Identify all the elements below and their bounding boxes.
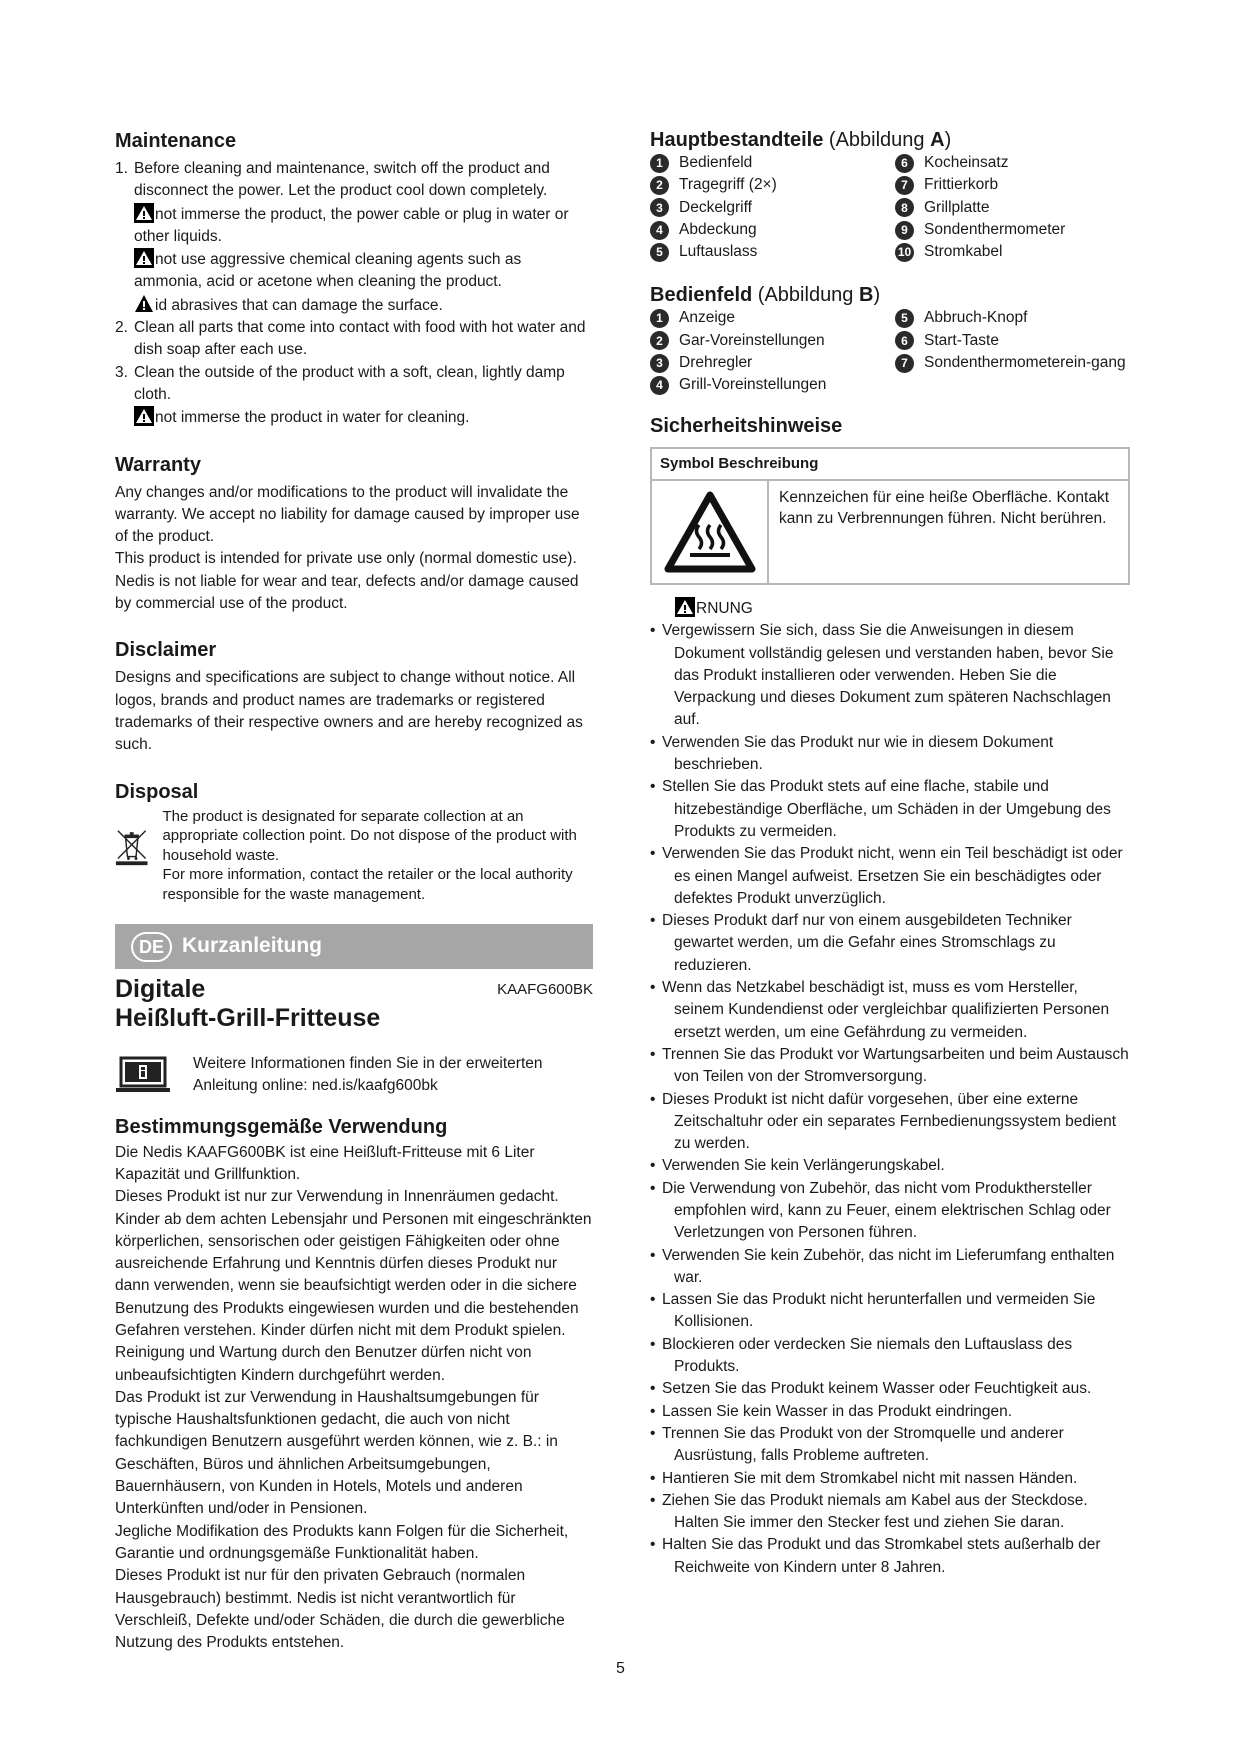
part-number: 1 [650, 154, 669, 173]
list-item-text: • Trennen Sie das Produkt von der Stromquelle und anderer Ausrüstung, falls Probleme auftreten. [662, 1424, 1064, 1465]
list-item [650, 1534, 1130, 1579]
part-label: Sondenthermometer [924, 220, 1066, 238]
list-item-text: • Lassen Sie das Produkt nicht herunterfallen und vermeiden Sie Kollisionen. [662, 1291, 1096, 1331]
list-item-text: • Setzen Sie das Produkt keinem Wasser oder Feuchtigkeit aus. [662, 1380, 1092, 1398]
list-item-text: • Dieses Produkt darf nur von einem ausgebildeten Techniker gewartet werden, um die Gefahr eines Stromschlags zu reduzieren. [662, 912, 1072, 974]
part-label: Stromkabel [924, 243, 1003, 261]
item-text: Clean the outside of the product with a soft, clean, lightly damp cloth. [134, 363, 565, 403]
list-item-text: • Stellen Sie das Produkt stets auf eine flache, stabile und hitzebeständige Oberfläche, um Schäden in der Umgebung des Produkts zu vermeiden. [662, 778, 1111, 840]
warning-text: not immerse the product, the power cable or plug in water or other liquids. [134, 205, 569, 245]
part-label: Abbruch-Knopf [924, 309, 1028, 327]
list-item [650, 1334, 1130, 1379]
warning-note [134, 406, 593, 429]
control-panel-section [650, 283, 1130, 396]
part-number: 5 [895, 309, 914, 328]
part-item [895, 374, 1130, 396]
list-item [650, 620, 1130, 731]
warning-note [134, 203, 593, 249]
part-number: 5 [650, 243, 669, 262]
crossed-out-bin-icon [115, 807, 148, 887]
language-badge: DE [131, 932, 172, 962]
list-item [650, 977, 1130, 1044]
main-parts-title: Hauptbestandteile (Abbildung A) [650, 129, 952, 151]
disclaimer-section [115, 637, 593, 756]
warning-note [134, 294, 593, 317]
intended-use-paragraph: Dieses Produkt ist nur für den privaten Gebrauch (normalen Hausgebrauch) bestimmt. Nedis ist nicht verantwortlich für Verschleiß, Defekte und/oder Schäden, die durch die gewerbliche Nutzung des Produkts entstehen. [115, 1567, 565, 1652]
list-item-text: • Blockieren oder verdecken Sie niemals den Luftauslass des Produkts. [662, 1335, 1073, 1376]
item-text: Before cleaning and maintenance, switch off the product and disconnect the power. Let the product cool down completely. [134, 160, 550, 200]
warning-text: id abrasives that can damage the surface. [155, 296, 443, 314]
part-number: 6 [895, 331, 914, 350]
part-item [895, 241, 1130, 263]
control-panel-list [650, 307, 1130, 396]
part-item [650, 152, 895, 174]
list-item-text: • Dieses Produkt ist nicht dafür vorgesehen, über eine externe Zeitschaltuhr oder ein separates Fernbedienungssystem bedient zu werden. [662, 1090, 1117, 1153]
list-item-text: • Die Verwendung von Zubehör, das nicht vom Produkthersteller empfohlen wird, kann zu Feuer, einem elektrischen Schlag oder Verletzungen von Personen führen. [662, 1179, 1111, 1242]
warranty-paragraph: Any changes and/or modifications to the product will invalidate the warranty. We accept no liability for damage caused by improper use of the product. [115, 483, 580, 546]
list-item [650, 910, 1130, 977]
safety-section [650, 413, 1130, 1579]
part-item [895, 307, 1130, 329]
list-item [115, 158, 593, 317]
laptop-info-icon [115, 1054, 171, 1096]
warning-heading [650, 597, 1130, 620]
list-item [115, 362, 593, 430]
disposal-text [162, 807, 593, 905]
list-item [650, 1089, 1130, 1156]
part-item [650, 307, 895, 329]
part-item [650, 219, 895, 241]
list-item [650, 843, 1130, 910]
part-item [895, 219, 1130, 241]
control-panel-title: Bedienfeld (Abbildung B) [650, 284, 881, 307]
part-label: Drehregler [679, 354, 753, 372]
list-item [650, 1245, 1130, 1290]
intended-use-section [115, 1114, 593, 1655]
maintenance-section [115, 128, 593, 430]
part-number: 3 [650, 198, 669, 217]
intended-use-paragraph: Jegliche Modifikation des Produkts kann Folgen für die Sicherheit, Garantie und ordnungsgemäße Funktionalität haben. [115, 1522, 569, 1562]
item-number: 1. [115, 160, 128, 177]
part-number: 4 [650, 221, 669, 240]
intended-use-paragraph: Kinder ab dem achten Lebensjahr und Personen mit eingeschränkten körperlichen, sensorischen oder geistigen Fähigkeiten oder ohne ausreichende Erfahrung und Kenntnis dürfen dieses Produkt nur dann verwenden, wenn sie beaufsichtigt werden oder in die sichere Benutzung des Produkts eingewiesen wurden und die bestehenden Gefahren verstehen. Kinder dürfen nicht mit dem Produkt spielen. Reinigung und Wartung durch den Benutzer dürfen nicht von unbeaufsichtigten Kindern durchgeführt werden. [115, 1210, 592, 1384]
list-item-text: • Verwenden Sie kein Verlängerungskabel. [662, 1157, 945, 1175]
maintenance-list [115, 158, 593, 430]
disposal-paragraph: The product is designated for separate collection at an appropriate collection point. Do not dispose of the product with household waste. [162, 807, 577, 864]
product-title-block [115, 975, 593, 1033]
list-item-text: • Lassen Sie kein Wasser in das Produkt eindringen. [662, 1402, 1013, 1420]
list-item [650, 1155, 1130, 1177]
list-item-text: • Vergewissern Sie sich, dass Sie die Anweisungen in diesem Dokument vollständig gelesen und verstanden haben, bevor Sie das Produkt installieren oder verwenden. Heben Sie die Verpackung und dieses Dokument zum späteren Nachschlagen auf. [662, 622, 1114, 729]
main-parts-section [650, 128, 1130, 263]
symbol-table [650, 447, 1130, 585]
part-label: Anzeige [679, 309, 736, 327]
symbol-description: Kennzeichen für eine heiße Oberfläche. Kontakt kann zu Verbrennungen führen. Nicht berühren. [779, 488, 1110, 527]
list-item [650, 1178, 1130, 1245]
intended-use-paragraph: Die Nedis KAAFG600BK ist eine Heißluft-Fritteuse mit 6 Liter Kapazität und Grillfunktion. [115, 1143, 535, 1183]
right-column [650, 128, 1130, 1579]
part-label: Luftauslass [679, 243, 758, 261]
list-item-text: • Verwenden Sie das Produkt nicht, wenn ein Teil beschädigt ist oder es einen Mangel aufweist. Ersetzen Sie ein beschädigtes oder defektes Produkt unverzüglich. [662, 845, 1123, 907]
disposal-title: Disposal [115, 780, 199, 803]
part-label: Grill-Voreinstellungen [679, 376, 827, 394]
section-banner [115, 924, 593, 969]
safety-title: Sicherheitshinweise [650, 414, 843, 437]
part-item [895, 197, 1130, 219]
part-item [650, 352, 895, 374]
part-label: Kocheinsatz [924, 154, 1009, 171]
list-item [650, 732, 1130, 777]
hot-surface-icon [662, 489, 758, 575]
part-item [895, 174, 1130, 196]
part-label: Gar-Voreinstellungen [679, 331, 825, 349]
list-item-text: • Hantieren Sie mit dem Stromkabel nicht mit nassen Händen. [662, 1469, 1078, 1487]
part-label: Start-Taste [924, 331, 999, 349]
warning-icon [134, 406, 154, 426]
list-item-text: • Trennen Sie das Produkt vor Wartungsarbeiten und beim Austausch von Teilen von der Stromversorgung. [662, 1045, 1129, 1086]
warning-icon [675, 597, 695, 617]
part-item [650, 330, 895, 352]
model-number: KAAFG600BK [497, 981, 593, 999]
part-number: 4 [650, 376, 669, 395]
list-item-text: • Halten Sie das Produkt und das Stromkabel stets außerhalb der Reichweite von Kindern unter 8 Jahren. [662, 1536, 1101, 1576]
list-item [650, 1468, 1130, 1490]
intended-use-title: Bestimmungsgemäße Verwendung [115, 1115, 448, 1138]
part-label: Sondenthermometerein-gang [924, 354, 1126, 372]
part-number: 2 [650, 176, 669, 195]
list-item [650, 776, 1130, 843]
warranty-title: Warranty [115, 453, 201, 476]
online-info-row [115, 1053, 593, 1098]
part-item [650, 241, 895, 263]
warning-text: not immerse the product in water for cleaning. [155, 409, 470, 427]
online-info-text: Weitere Informationen finden Sie in der erweiterten Anleitung online: ned.is/kaafg600bk [193, 1055, 543, 1095]
disposal-block [115, 807, 593, 905]
part-item [895, 152, 1130, 174]
part-number: 10 [895, 243, 914, 262]
list-item [650, 1490, 1130, 1535]
part-label: Bedienfeld [679, 154, 753, 171]
part-number: 9 [895, 221, 914, 240]
safety-list [650, 620, 1130, 1579]
part-number: 6 [895, 154, 914, 173]
disposal-section [115, 779, 593, 905]
main-parts-list [650, 152, 1130, 263]
list-item [650, 1423, 1130, 1468]
warning-note [134, 248, 593, 294]
part-number: 7 [895, 354, 914, 373]
warning-text: not use aggressive chemical cleaning agents such as ammonia, acid or acetone when cleaning the product. [134, 251, 522, 291]
warning-icon [134, 248, 154, 268]
disposal-paragraph: For more information, contact the retailer or the local authority responsible for the waste management. [162, 866, 573, 903]
warning-icon [134, 203, 154, 223]
list-item-text: • Verwenden Sie das Produkt nur wie in diesem Dokument beschrieben. [662, 733, 1054, 774]
list-item-text: • Verwenden Sie kein Zubehör, das nicht im Lieferumfang enthalten war. [662, 1246, 1115, 1286]
list-item [650, 1401, 1130, 1423]
left-column [115, 128, 593, 1654]
disclaimer-title: Disclaimer [115, 639, 217, 662]
part-number: 3 [650, 354, 669, 373]
part-item [650, 374, 895, 396]
list-item-text: • Wenn das Netzkabel beschädigt ist, muss es vom Hersteller, seinem Kundendienst oder vergleichbar qualifizierten Personen ersetzt werden, um eine Gefährdung zu vermeiden. [662, 979, 1110, 1041]
list-item [650, 1044, 1130, 1089]
hot-surface-symbol-cell [652, 481, 769, 583]
part-number: 2 [650, 331, 669, 350]
disclaimer-text: Designs and specifications are subject to change without notice. All logos, brands and product names are trademarks or registered trademarks of their respective owners and are hereby recognized as such. [115, 669, 583, 754]
page-number: 5 [616, 1660, 625, 1677]
list-item [115, 317, 593, 362]
intended-use-paragraph: Das Produkt ist zur Verwendung in Haushaltsumgebungen für typische Haushaltsfunktionen gedacht, die auch von nicht fachkundigen Benutzern ausgeführt werden können, wie z. B.: in Geschäften, Büros und ähnlichen Arbeitsumgebungen, Bauernhäusern, von Kunden in Hotels, Motels und anderen Unterkünften und/oder in Pensionen. [115, 1388, 558, 1518]
list-item [650, 1378, 1130, 1400]
part-number: 1 [650, 309, 669, 328]
warning-icon [134, 294, 154, 314]
part-number: 7 [895, 176, 914, 195]
part-label: Deckelgriff [679, 198, 752, 216]
symbol-table-header: Symbol Beschreibung [651, 448, 1129, 480]
part-label: Abdeckung [679, 220, 757, 238]
part-label: Tragegriff (2×) [679, 176, 777, 194]
item-text: Clean all parts that come into contact with food with hot water and dish soap after each use. [134, 319, 586, 359]
item-number: 3. [115, 363, 128, 381]
part-label: Grillplatte [924, 198, 990, 216]
maintenance-title: Maintenance [115, 130, 237, 152]
part-number: 8 [895, 198, 914, 217]
banner-title: Kurzanleitung [182, 934, 323, 958]
part-item [650, 174, 895, 196]
part-item [650, 197, 895, 219]
warranty-paragraph: This product is intended for private use only (normal domestic use). Nedis is not liable for wear and tear, defects and/or damage caused by commercial use of the product. [115, 550, 579, 613]
part-item [895, 352, 1130, 374]
part-label: Frittierkorb [924, 176, 999, 194]
product-title-line2: Heißluft-Grill-Fritteuse [115, 1004, 381, 1033]
product-title-line1: Digitale [115, 975, 206, 1004]
list-item [650, 1289, 1130, 1334]
list-item-text: • Ziehen Sie das Produkt niemals am Kabel aus der Steckdose. Halten Sie immer den Stecker fest und ziehen Sie daran. [662, 1491, 1088, 1532]
intended-use-paragraph: Dieses Produkt ist nur zur Verwendung in Innenräumen gedacht. [115, 1188, 559, 1206]
warning-label: RNUNG [696, 599, 753, 617]
item-number: 2. [115, 319, 128, 337]
warranty-section [115, 452, 593, 616]
part-item [895, 330, 1130, 352]
